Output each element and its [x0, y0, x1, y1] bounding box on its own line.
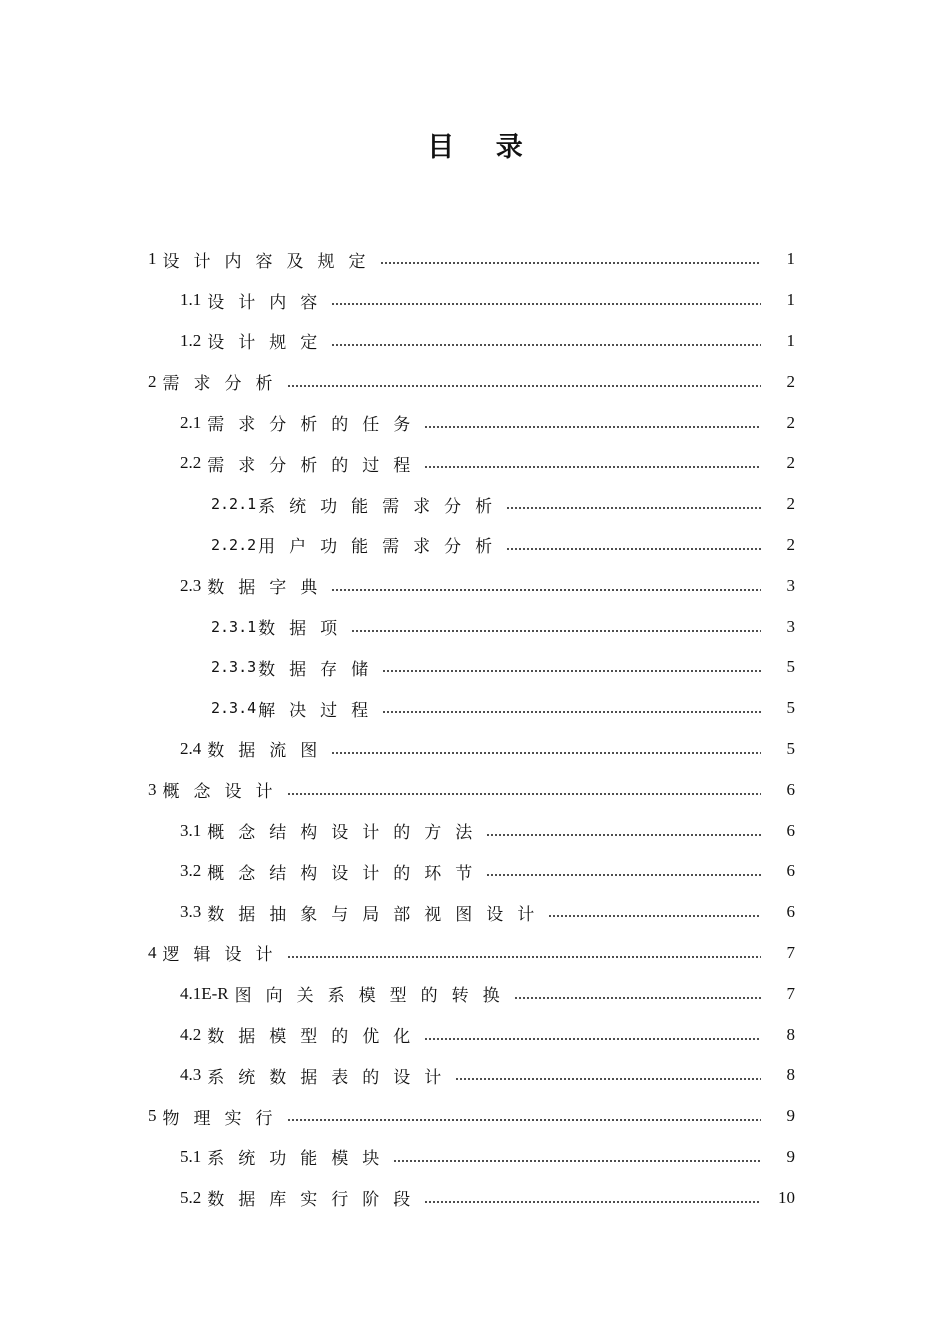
- toc-entry[interactable]: [0, 688, 950, 729]
- toc-entry-title: 系统功能模块: [207, 1149, 394, 1170]
- toc-entry[interactable]: [0, 239, 950, 280]
- dot-leader: [331, 342, 761, 348]
- toc-entry-number: 2.2.2: [211, 535, 257, 554]
- toc-entry[interactable]: [0, 361, 950, 402]
- dot-leader: [287, 383, 762, 389]
- toc-entry-number: 3.2: [180, 861, 202, 881]
- toc-entry-number: 2.2.1: [211, 495, 257, 514]
- toc-entry[interactable]: [0, 729, 950, 770]
- toc-entry[interactable]: [0, 1055, 950, 1096]
- toc-entry-title: 需求分析的任务: [207, 415, 425, 436]
- dot-leader: [382, 668, 761, 674]
- toc-entry-number: 4.3: [180, 1065, 202, 1085]
- toc-entry[interactable]: [0, 1177, 950, 1218]
- toc-entry[interactable]: [0, 565, 950, 606]
- toc-entry-number: 1.1: [180, 290, 202, 310]
- toc-entry-page: 7: [786, 983, 795, 1003]
- toc-entry-title: 系统功能需求分析: [258, 496, 507, 517]
- toc-entry-title: 物理实行: [162, 1108, 287, 1129]
- toc-entry-number: 3.1: [180, 820, 202, 840]
- toc-entry-title: 需求分析的过程: [207, 455, 425, 476]
- table-of-contents: [0, 239, 950, 1218]
- toc-entry-number: 3.3: [180, 902, 202, 922]
- toc-entry-title: 设计规定: [207, 333, 332, 354]
- toc-entry-title: 解决过程: [258, 700, 383, 721]
- toc-entry-page: 5: [786, 698, 795, 718]
- toc-entry-number: 1: [148, 249, 157, 269]
- toc-entry-title: 概念设计: [162, 782, 287, 803]
- toc-entry-page: 3: [786, 575, 795, 595]
- dot-leader: [380, 260, 762, 266]
- toc-entry[interactable]: [0, 973, 950, 1014]
- toc-entry-page: 1: [786, 290, 795, 310]
- dot-leader: [393, 1158, 761, 1164]
- toc-entry-number: 2.1: [180, 412, 202, 432]
- toc-entry-number: 4.1E-R: [180, 983, 229, 1003]
- toc-entry[interactable]: [0, 443, 950, 484]
- toc-entry[interactable]: [0, 647, 950, 688]
- toc-entry-page: 2: [786, 453, 795, 473]
- toc-entry-page: 1: [786, 249, 795, 269]
- toc-entry-title: 概念结构设计的方法: [207, 823, 487, 844]
- toc-entry-title: 系统数据表的设计: [207, 1067, 456, 1088]
- toc-entry[interactable]: [0, 321, 950, 362]
- toc-entry-title: 数据抽象与局部视图设计: [207, 904, 549, 925]
- dot-leader: [331, 301, 761, 307]
- toc-entry-number: 1.2: [180, 330, 202, 350]
- toc-entry-number: 5.2: [180, 1187, 202, 1207]
- toc-entry-title: 数据流图: [207, 741, 332, 762]
- toc-entry-page: 5: [786, 738, 795, 758]
- toc-entry[interactable]: [0, 1137, 950, 1178]
- toc-entry-title: 数据存储: [258, 659, 383, 680]
- dot-leader: [455, 1076, 761, 1082]
- toc-entry-title: 图向关系模型的转换: [234, 986, 514, 1007]
- toc-entry-page: 10: [778, 1187, 795, 1207]
- dot-leader: [424, 1036, 761, 1042]
- toc-entry[interactable]: [0, 769, 950, 810]
- dot-leader: [287, 791, 762, 797]
- toc-entry[interactable]: [0, 606, 950, 647]
- toc-entry-page: 8: [786, 1024, 795, 1044]
- toc-entry-number: 2.3.3: [211, 658, 257, 677]
- toc-entry[interactable]: [0, 280, 950, 321]
- toc-entry-page: 7: [786, 942, 795, 962]
- toc-entry-title: 数据字典: [207, 578, 332, 599]
- toc-entry-page: 2: [786, 534, 795, 554]
- toc-entry[interactable]: [0, 402, 950, 443]
- toc-entry-page: 6: [786, 861, 795, 881]
- toc-entry-title: 需求分析: [162, 374, 287, 395]
- dot-leader: [351, 628, 761, 634]
- toc-entry[interactable]: [0, 851, 950, 892]
- toc-entry-page: 2: [786, 494, 795, 514]
- toc-entry-title: 数据模型的优化: [207, 1027, 425, 1048]
- toc-entry-title: 设计内容及规定: [162, 251, 380, 272]
- dot-leader: [424, 1199, 761, 1205]
- toc-entry-page: 9: [786, 1106, 795, 1126]
- toc-entry-number: 2.3.4: [211, 699, 257, 718]
- toc-entry-page: 2: [786, 412, 795, 432]
- dot-leader: [514, 995, 761, 1001]
- toc-entry[interactable]: [0, 933, 950, 974]
- toc-entry-title: 用户功能需求分析: [258, 537, 507, 558]
- toc-entry-title: 逻辑设计: [162, 945, 287, 966]
- toc-entry[interactable]: [0, 525, 950, 566]
- toc-entry-number: 2.4: [180, 738, 202, 758]
- toc-entry-page: 8: [786, 1065, 795, 1085]
- dot-leader: [287, 1117, 762, 1123]
- dot-leader: [382, 709, 761, 715]
- toc-entry-page: 6: [786, 902, 795, 922]
- toc-entry-page: 3: [786, 616, 795, 636]
- toc-entry-number: 2.2: [180, 453, 202, 473]
- dot-leader: [331, 587, 761, 593]
- toc-entry-number: 4: [148, 942, 157, 962]
- dot-leader: [287, 954, 762, 960]
- dot-leader: [486, 872, 761, 878]
- page-title: 目 录: [427, 132, 539, 163]
- toc-entry[interactable]: [0, 1096, 950, 1137]
- dot-leader: [486, 832, 761, 838]
- toc-entry-page: 2: [786, 371, 795, 391]
- toc-entry-page: 5: [786, 657, 795, 677]
- toc-entry-number: 3: [148, 779, 157, 799]
- toc-entry-number: 2: [148, 371, 157, 391]
- dot-leader: [506, 546, 761, 552]
- toc-entry-number: 5: [148, 1106, 157, 1126]
- toc-entry-title: 概念结构设计的环节: [207, 863, 487, 884]
- toc-entry-number: 5.1: [180, 1146, 202, 1166]
- toc-entry[interactable]: [0, 1014, 950, 1055]
- dot-leader: [548, 913, 761, 919]
- toc-entry-number: 2.3.1: [211, 617, 257, 636]
- toc-entry[interactable]: [0, 484, 950, 525]
- toc-entry-title: 数据库实行阶段: [207, 1190, 425, 1211]
- toc-entry-number: 4.2: [180, 1024, 202, 1044]
- toc-entry-page: 1: [786, 330, 795, 350]
- dot-leader: [424, 424, 761, 430]
- dot-leader: [506, 505, 761, 511]
- toc-entry-number: 2.3: [180, 575, 202, 595]
- toc-entry[interactable]: [0, 810, 950, 851]
- dot-leader: [424, 464, 761, 470]
- toc-entry-title: 设计内容: [207, 292, 332, 313]
- toc-entry[interactable]: [0, 892, 950, 933]
- dot-leader: [331, 750, 761, 756]
- toc-entry-page: 6: [786, 779, 795, 799]
- toc-entry-page: 6: [786, 820, 795, 840]
- toc-entry-page: 9: [786, 1146, 795, 1166]
- toc-entry-title: 数据项: [258, 619, 352, 640]
